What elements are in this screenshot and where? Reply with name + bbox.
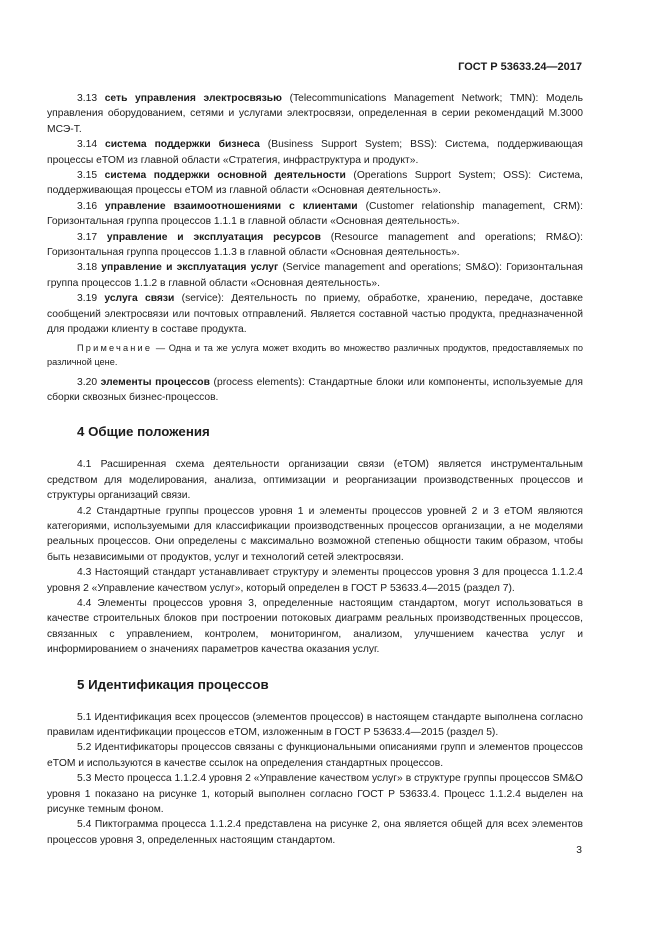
definition-3-19: 3.19 услуга связи (service): Деятельность по приему, обработке, хранению, передаче, доставке сообщений электросвязи или почтовых отправлений. Является составной частью продукта, предназначенной для продажи клиенту в составе продукта. — [47, 293, 583, 336]
paragraph-5-2: 5.2 Идентификаторы процессов связаны с функциональными описаниями групп и элементов процессов eTOM и используются в качестве ссылок на определения стандартных процессов. — [47, 742, 583, 769]
paragraph-5-4: 5.4 Пиктограмма процесса 1.1.2.4 представлена на рисунке 2, она является общей для всех элементов процессов уровня 3, определенных настоящим стандартом. — [47, 819, 583, 846]
definition-3-18: 3.18 управление и эксплуатация услуг (Service management and operations; SM&O): Горизонтальная группа процессов 1.1.2 в главной области «Основная деятельность». — [47, 262, 583, 289]
section-4-heading: 4 Общие положения — [77, 424, 210, 440]
term: элементы процессов — [100, 376, 210, 388]
paragraph-5-1: 5.1 Идентификация всех процессов (элементов процессов) в настоящем стандарте выполнена согласно правилам идентификации процессов eTOM, изложенным в ГОСТ Р 53633.4—2015 (раздел 5). — [47, 711, 583, 738]
term: услуга связи — [104, 293, 175, 305]
definition-3-13: 3.13 сеть управления электросвязью (Telecommunications Management Network; TMN): Модель управления оборудованием, сетями и услугами электросвязи, определенная в серии рекомендаций М.3000 МСЭ-Т. — [47, 93, 583, 135]
standard-header: ГОСТ Р 53633.24—2017 — [458, 61, 582, 73]
paragraph-5-3: 5.3 Место процесса 1.1.2.4 уровня 2 «Управление качеством услуг» в структуре группы процессов SM&O уровня 1 показано на рисунке 1, который выполнен согласно ГОСТ Р 53633.4. Процесс 1.1.2.4 выделен на рисунке темным фоном. — [47, 773, 583, 816]
term: управление взаимоотношениями с клиентами — [105, 200, 358, 212]
paragraph-4-3: 4.3 Настоящий стандарт устанавливает структуру и элементы процессов уровня 3 для процесса 1.1.2.4 уровня 2 «Управление качеством услуг», который определен в ГОСТ Р 53633.4—2015 (раздел 7). — [47, 567, 583, 594]
note: Примечание — Одна и та же услуга может входить во множество различных продуктов, предоставляемых по различной цене. — [47, 342, 583, 367]
term: управление и эксплуатация услуг — [101, 262, 279, 274]
note-label: Примечание — [77, 342, 153, 353]
document-body — [47, 91, 583, 848]
definition-3-20: 3.20 элементы процессов (process elements): Стандартные блоки или компоненты, используемые для сборки сквозных бизнес-процессов. — [47, 376, 583, 403]
definition-3-15: 3.15 система поддержки основной деятельности (Operations Support System; OSS): Система, поддерживающая процессы eTOM из главной области «Основная деятельность». — [47, 170, 583, 197]
term: сеть управления электросвязью — [104, 93, 282, 104]
paragraph-4-1: 4.1 Расширенная схема деятельности организации связи (eTOM) является инструментальным средством для моделирования, анализа, оптимизации и реорганизации производственных процессов и структуры организаций связи. — [47, 459, 583, 502]
paragraph-4-2: 4.2 Стандартные группы процессов уровня 1 и элементы процессов уровней 2 и 3 eTOM являются категориями, используемыми для классификации производственных процессов организации, а не моделями реальных процессов. Они определены с максимально возможной степенью общности таким образом, чтобы быть независимыми от продуктов, услуг и технологий сетей электросвязи. — [47, 505, 583, 563]
paragraph-4-4: 4.4 Элементы процессов уровня 3, определенные настоящим стандартом, могут использоваться в качестве строительных блоков при построении потоковых диаграмм реальных производственных процессов, связанных с управлением, контролем, мониторингом, анализом, улучшением качества услуг и информированием о значениях параметров качества оказания услуг. — [47, 597, 583, 656]
section-5-heading: 5 Идентификация процессов — [77, 676, 269, 692]
term: управление и эксплуатация ресурсов — [106, 231, 321, 243]
definition-3-14: 3.14 система поддержки бизнеса (Business Support System; BSS): Система, поддерживающая процессы eTOM из главной области «Стратегия, инфраструктура и продукт». — [47, 139, 583, 166]
definition-3-17: 3.17 управление и эксплуатация ресурсов (Resource management and operations; RM&O): Горизонтальная группа процессов 1.1.3 в главной области «Основная деятельность». — [47, 231, 584, 259]
definition-3-16: 3.16 управление взаимоотношениями с клиентами (Customer relationship management, CRM): Горизонтальная группа процессов 1.1.1 в главной области «Основная деятельность». — [47, 200, 583, 228]
page-number: 3 — [576, 845, 582, 856]
term: система поддержки основной деятельности — [104, 170, 346, 182]
term: система поддержки бизнеса — [105, 139, 260, 151]
